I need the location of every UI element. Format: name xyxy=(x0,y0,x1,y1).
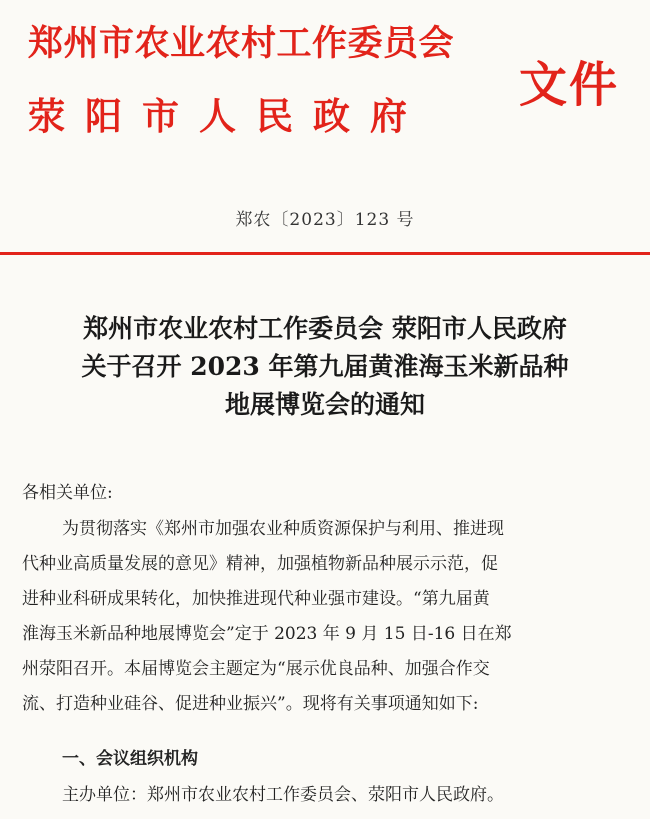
body-paragraph xyxy=(22,512,632,722)
document-title xyxy=(0,310,650,424)
paragraph-line: 为贯彻落实《郑州市加强农业种质资源保护与利用、推进现 xyxy=(62,519,504,539)
issuer-line-1: 郑州市农业农村工作委员会 xyxy=(28,24,455,64)
paragraph-line: 进种业科研成果转化，加快推进现代种业强市建设。“第九届黄 xyxy=(22,589,490,609)
title-line-3: 地展博览会的通知 xyxy=(224,390,425,419)
document-header xyxy=(0,0,650,255)
section-heading: 一、会议组织机构 xyxy=(62,749,198,769)
title-line-1: 郑州市农业农村工作委员会 荥阳市人民政府 xyxy=(83,314,567,343)
document-word: 文件 xyxy=(519,57,620,113)
paragraph-line: 淮海玉米新品种地展博览会”定于 2023 年 9 月 15 日-16 日在郑 xyxy=(22,624,512,644)
issuer-line-2: 荥阳市人民政府 xyxy=(28,95,427,138)
paragraph-line: 州荥阳召开。本届博览会主题定为“展示优良品种、加强合作交 xyxy=(22,659,490,679)
organizer-line: 主办单位：郑州市农业农村工作委员会、荥阳市人民政府。 xyxy=(62,785,504,805)
document-number: 郑农〔2023〕123 号 xyxy=(235,210,415,230)
salutation: 各相关单位: xyxy=(22,483,113,503)
red-separator-line xyxy=(0,252,650,255)
title-line-2: 关于召开 2023 年第九届黄淮海玉米新品种 xyxy=(81,352,569,381)
paragraph-line: 代种业高质量发展的意见》精神，加强植物新品种展示示范，促 xyxy=(22,554,498,574)
paragraph-line: 流、打造种业硅谷、促进种业振兴”。现将有关事项通知如下: xyxy=(22,694,479,714)
